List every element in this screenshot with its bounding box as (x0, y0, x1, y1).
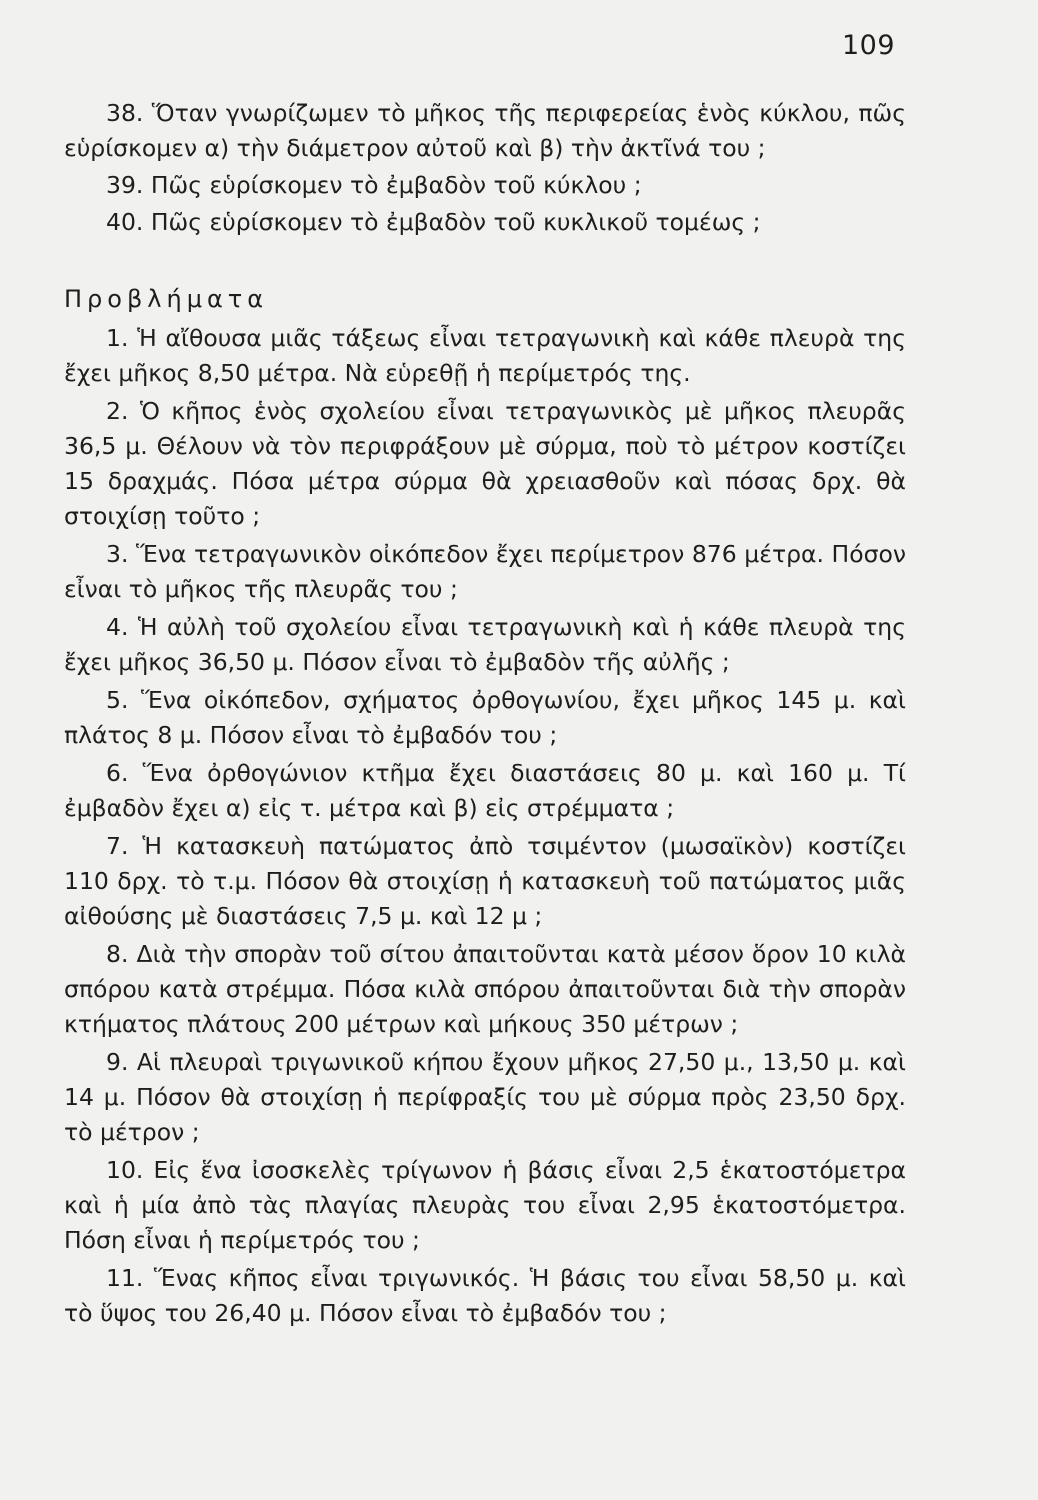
problems-heading: Προβλήματα (64, 285, 269, 313)
problem-4: 4. Ἡ αὐλὴ τοῦ σχολείου εἶναι τετραγωνικὴ καὶ ἡ κάθε πλευρὰ της ἔχει μῆκος 36,50 μ. Πόσον εἶναι τὸ ἐμβαδὸν τῆς αὐλῆς ; (64, 613, 906, 676)
page-content (64, 96, 906, 1331)
question-40: 40. Πῶς εὑρίσκομεν τὸ ἐμβαδὸν τοῦ κυκλικοῦ τομέως ; (106, 208, 761, 236)
problem-9: 9. Αἱ πλευραὶ τριγωνικοῦ κήπου ἔχουν μῆκος 27,50 μ., 13,50 μ. καὶ 14 μ. Πόσον θὰ στοιχίσῃ ἡ περίφραξίς του μὲ σύρμα πρὸς 23,50 δρχ. τὸ μέτρον ; (64, 1048, 906, 1146)
problem-5: 5. Ἕνα οἰκόπεδον, σχήματος ὀρθογωνίου, ἔχει μῆκος 145 μ. καὶ πλάτος 8 μ. Πόσον εἶναι τὸ ἐμβαδόν του ; (64, 686, 906, 749)
problem-8: 8. Διὰ τὴν σπορὰν τοῦ σίτου ἀπαιτοῦνται κατὰ μέσον ὅρον 10 κιλὰ σπόρου κατὰ στρέμμα. Πόσα κιλὰ σπόρου ἀπαιτοῦνται διὰ τὴν σπορὰν κτήματος πλάτους 200 μέτρων καὶ μήκους 350 μέτρων ; (64, 940, 906, 1038)
problem-6: 6. Ἕνα ὀρθογώνιον κτῆμα ἔχει διαστάσεις 80 μ. καὶ 160 μ. Τί ἐμβαδὸν ἔχει α) εἰς τ. μέτρα καὶ β) εἰς στρέμματα ; (64, 759, 906, 822)
question-39: 39. Πῶς εὑρίσκομεν τὸ ἐμβαδὸν τοῦ κύκλου ; (106, 171, 642, 199)
problem-3: 3. Ἕνα τετραγωνικὸν οἰκόπεδον ἔχει περίμετρον 876 μέτρα. Πόσον εἶναι τὸ μῆκος τῆς πλευρᾶς του ; (64, 540, 906, 603)
page-number: 109 (842, 30, 896, 61)
problem-10: 10. Εἰς ἕνα ἰσοσκελὲς τρίγωνον ἡ βάσις εἶναι 2,5 ἑκατοστόμετρα καὶ ἡ μία ἀπὸ τὰς πλαγίας πλευρὰς του εἶναι 2,95 ἑκατοστόμετρα. Πόση εἶναι ἡ περίμετρός του ; (64, 1156, 906, 1254)
question-38: 38. Ὅταν γνωρίζωμεν τὸ μῆκος τῆς περιφερείας ἑνὸς κύκλου, πῶς εὑρίσκομεν α) τὴν διάμετρον αὐτοῦ καὶ β) τὴν ἀκτῖνά του ; (64, 99, 906, 162)
problem-7: 7. Ἡ κατασκευὴ πατώματος ἀπὸ τσιμέντον (μωσαϊκὸν) κοστίζει 110 δρχ. τὸ τ.μ. Πόσον θὰ στοιχίσῃ ἡ κατασκευὴ τοῦ πατώματος μιᾶς αἰθούσης μὲ διαστάσεις 7,5 μ. καὶ 12 μ ; (64, 832, 906, 930)
problem-1: 1. Ἡ αἴθουσα μιᾶς τάξεως εἶναι τετραγωνικὴ καὶ κάθε πλευρὰ της ἔχει μῆκος 8,50 μέτρα. Νὰ εὑρεθῇ ἡ περίμετρός της. (64, 324, 906, 387)
problem-11: 11. Ἕνας κῆπος εἶναι τριγωνικός. Ἡ βάσις του εἶναι 58,50 μ. καὶ τὸ ὕψος του 26,40 μ. Πόσον εἶναι τὸ ἐμβαδόν του ; (64, 1264, 906, 1327)
problem-2: 2. Ὁ κῆπος ἑνὸς σχολείου εἶναι τετραγωνικὸς μὲ μῆκος πλευρᾶς 36,5 μ. Θέλουν νὰ τὸν περιφράξουν μὲ σύρμα, ποὺ τὸ μέτρον κοστίζει 15 δραχμάς. Πόσα μέτρα σύρμα θὰ χρειασθοῦν καὶ πόσας δρχ. θὰ στοιχίσῃ τοῦτο ; (64, 397, 906, 530)
